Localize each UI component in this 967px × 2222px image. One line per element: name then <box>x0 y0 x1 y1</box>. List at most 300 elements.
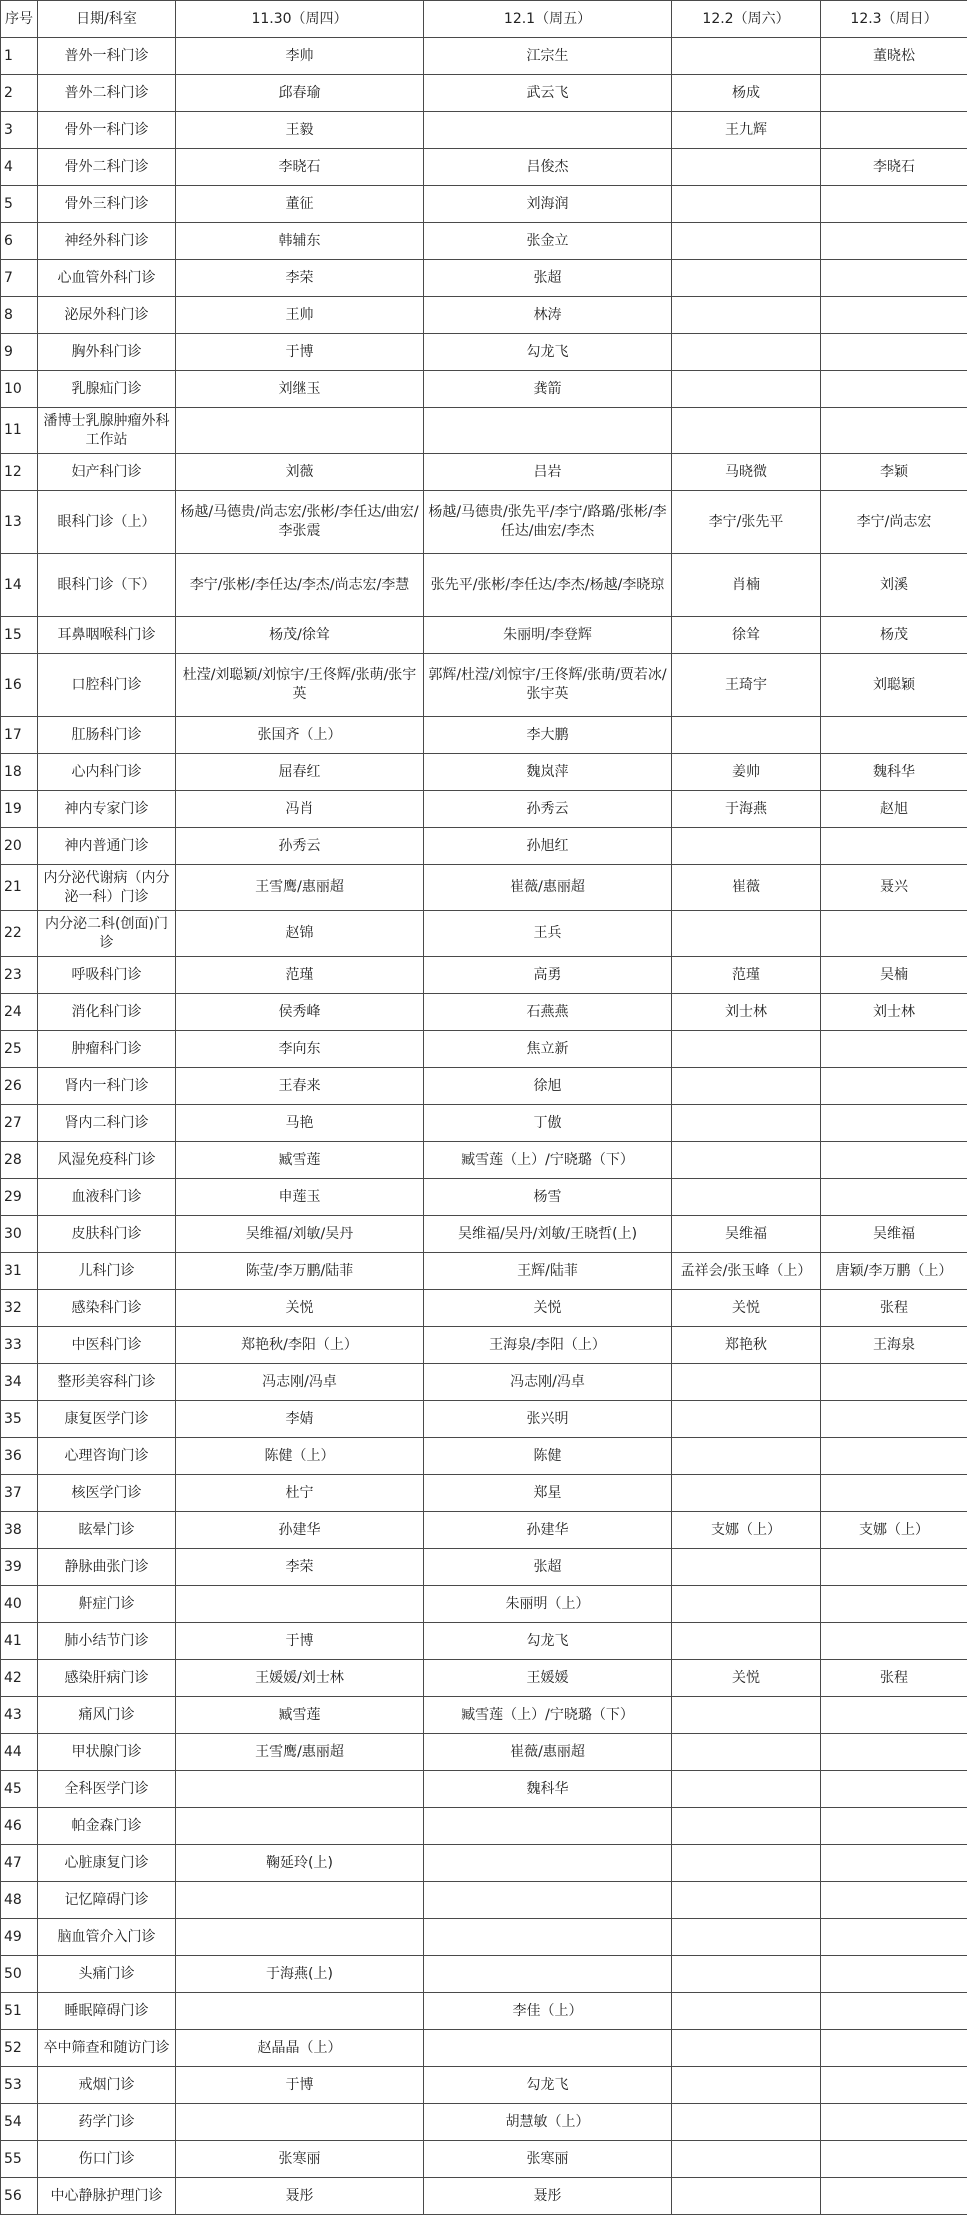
row-index: 21 <box>1 865 38 911</box>
doctor-cell <box>672 2104 821 2141</box>
header-dept: 日期/科室 <box>38 1 176 38</box>
row-index: 23 <box>1 957 38 994</box>
doctor-cell: 吴维福 <box>821 1216 967 1253</box>
doctor-cell <box>672 38 821 75</box>
doctor-cell: 李晓石 <box>176 149 424 186</box>
doctor-cell <box>821 1734 967 1771</box>
doctor-cell <box>821 1401 967 1438</box>
department-cell: 呼吸科门诊 <box>38 957 176 994</box>
table-row <box>1 1512 967 1549</box>
table-row <box>1 2178 967 2215</box>
table-row <box>1 957 967 994</box>
table-row <box>1 1993 967 2030</box>
table-row <box>1 754 967 791</box>
row-index: 14 <box>1 554 38 617</box>
doctor-cell <box>176 408 424 454</box>
doctor-cell: 范瑾 <box>672 957 821 994</box>
doctor-cell <box>821 1771 967 1808</box>
department-cell: 神经外科门诊 <box>38 223 176 260</box>
department-cell: 头痛门诊 <box>38 1956 176 1993</box>
doctor-cell: 孟祥会/张玉峰（上） <box>672 1253 821 1290</box>
department-cell: 药学门诊 <box>38 2104 176 2141</box>
row-index: 10 <box>1 371 38 408</box>
department-cell: 儿科门诊 <box>38 1253 176 1290</box>
doctor-cell: 张先平/张彬/李任达/李杰/杨越/李晓琼 <box>424 554 672 617</box>
doctor-cell: 李晓石 <box>821 149 967 186</box>
table-row <box>1 1771 967 1808</box>
table-row <box>1 1919 967 1956</box>
row-index: 20 <box>1 828 38 865</box>
doctor-cell: 张超 <box>424 1549 672 1586</box>
doctor-cell: 赵晶晶（上） <box>176 2030 424 2067</box>
row-index: 4 <box>1 149 38 186</box>
doctor-cell <box>821 1882 967 1919</box>
row-index: 18 <box>1 754 38 791</box>
department-cell: 全科医学门诊 <box>38 1771 176 1808</box>
doctor-cell: 崔薇 <box>672 865 821 911</box>
doctor-cell <box>821 1179 967 1216</box>
doctor-cell <box>672 1734 821 1771</box>
doctor-cell: 杜宁 <box>176 1475 424 1512</box>
doctor-cell <box>821 1475 967 1512</box>
doctor-cell: 杨茂/徐耸 <box>176 617 424 654</box>
doctor-cell: 刘聪颖 <box>821 654 967 717</box>
doctor-cell <box>672 1179 821 1216</box>
doctor-cell <box>672 828 821 865</box>
doctor-cell: 王辉/陆菲 <box>424 1253 672 1290</box>
department-cell: 记忆障碍门诊 <box>38 1882 176 1919</box>
doctor-cell <box>672 1623 821 1660</box>
doctor-cell: 王九辉 <box>672 112 821 149</box>
doctor-cell <box>821 112 967 149</box>
department-cell: 肾内二科门诊 <box>38 1105 176 1142</box>
table-row <box>1 654 967 717</box>
doctor-cell: 于海燕 <box>672 791 821 828</box>
doctor-cell: 徐旭 <box>424 1068 672 1105</box>
table-row <box>1 1956 967 1993</box>
doctor-cell <box>672 1882 821 1919</box>
table-row <box>1 1290 967 1327</box>
doctor-cell <box>176 1586 424 1623</box>
table-row <box>1 1068 967 1105</box>
doctor-cell <box>672 1105 821 1142</box>
department-cell: 耳鼻咽喉科门诊 <box>38 617 176 654</box>
table-row <box>1 2141 967 2178</box>
doctor-cell <box>672 1697 821 1734</box>
doctor-cell <box>672 1549 821 1586</box>
doctor-cell <box>672 334 821 371</box>
doctor-cell <box>672 1475 821 1512</box>
table-row <box>1 1438 967 1475</box>
row-index: 33 <box>1 1327 38 1364</box>
doctor-cell: 李佳（上） <box>424 1993 672 2030</box>
department-cell: 妇产科门诊 <box>38 454 176 491</box>
department-cell: 睡眠障碍门诊 <box>38 1993 176 2030</box>
doctor-cell: 董晓松 <box>821 38 967 75</box>
doctor-cell: 陈莹/李万鹏/陆菲 <box>176 1253 424 1290</box>
doctor-cell: 郭辉/杜滢/刘惊宇/王佟辉/张萌/贾若冰/张宇英 <box>424 654 672 717</box>
doctor-cell: 孙建华 <box>424 1512 672 1549</box>
doctor-cell <box>821 1031 967 1068</box>
row-index: 50 <box>1 1956 38 1993</box>
doctor-cell <box>424 1882 672 1919</box>
table-row <box>1 491 967 554</box>
doctor-cell: 陈健（上） <box>176 1438 424 1475</box>
table-row <box>1 717 967 754</box>
doctor-cell: 李宁/张彬/李任达/李杰/尚志宏/李慧 <box>176 554 424 617</box>
doctor-cell <box>821 1919 967 1956</box>
doctor-cell <box>821 1364 967 1401</box>
doctor-cell <box>672 1771 821 1808</box>
doctor-cell: 王海泉 <box>821 1327 967 1364</box>
table-row <box>1 2067 967 2104</box>
doctor-cell <box>424 112 672 149</box>
doctor-cell: 邱春瑜 <box>176 75 424 112</box>
doctor-cell: 徐耸 <box>672 617 821 654</box>
doctor-cell <box>821 1845 967 1882</box>
department-cell: 帕金森门诊 <box>38 1808 176 1845</box>
doctor-cell: 刘士林 <box>821 994 967 1031</box>
doctor-cell <box>821 75 967 112</box>
row-index: 8 <box>1 297 38 334</box>
doctor-cell: 马晓微 <box>672 454 821 491</box>
doctor-cell: 魏科华 <box>424 1771 672 1808</box>
row-index: 53 <box>1 2067 38 2104</box>
table-row <box>1 1031 967 1068</box>
department-cell: 泌尿外科门诊 <box>38 297 176 334</box>
table-row <box>1 1623 967 1660</box>
doctor-cell <box>672 1586 821 1623</box>
doctor-cell <box>821 1586 967 1623</box>
department-cell: 康复医学门诊 <box>38 1401 176 1438</box>
row-index: 38 <box>1 1512 38 1549</box>
doctor-cell: 杨越/马德贵/张先平/李宁/路璐/张彬/李任达/曲宏/李杰 <box>424 491 672 554</box>
doctor-cell: 王兵 <box>424 911 672 957</box>
doctor-cell: 关悦 <box>176 1290 424 1327</box>
row-index: 32 <box>1 1290 38 1327</box>
doctor-cell: 吴维福/吴丹/刘敏/王晓哲(上) <box>424 1216 672 1253</box>
doctor-cell: 关悦 <box>672 1290 821 1327</box>
doctor-cell: 陈健 <box>424 1438 672 1475</box>
table-row <box>1 554 967 617</box>
row-index: 15 <box>1 617 38 654</box>
table-row <box>1 334 967 371</box>
doctor-cell <box>424 1845 672 1882</box>
doctor-cell: 郑星 <box>424 1475 672 1512</box>
doctor-cell: 王雪鹰/惠丽超 <box>176 865 424 911</box>
department-cell: 乳腺疝门诊 <box>38 371 176 408</box>
doctor-cell <box>176 1882 424 1919</box>
doctor-cell <box>424 1808 672 1845</box>
doctor-cell <box>672 371 821 408</box>
department-cell: 肺小结节门诊 <box>38 1623 176 1660</box>
table-row <box>1 994 967 1031</box>
table-row <box>1 149 967 186</box>
row-index: 5 <box>1 186 38 223</box>
department-cell: 心内科门诊 <box>38 754 176 791</box>
table-row <box>1 1475 967 1512</box>
doctor-cell <box>821 260 967 297</box>
table-row <box>1 2104 967 2141</box>
department-cell: 鼾症门诊 <box>38 1586 176 1623</box>
row-index: 26 <box>1 1068 38 1105</box>
doctor-cell <box>424 1956 672 1993</box>
table-row <box>1 1549 967 1586</box>
doctor-cell: 吴维福/刘敏/吴丹 <box>176 1216 424 1253</box>
doctor-cell: 李大鹏 <box>424 717 672 754</box>
doctor-cell: 王媛媛/刘士林 <box>176 1660 424 1697</box>
header-date-2: 12.1（周五） <box>424 1 672 38</box>
doctor-cell: 高勇 <box>424 957 672 994</box>
doctor-cell: 董征 <box>176 186 424 223</box>
doctor-cell <box>821 297 967 334</box>
doctor-cell: 于博 <box>176 2067 424 2104</box>
row-index: 44 <box>1 1734 38 1771</box>
doctor-cell: 刘士林 <box>672 994 821 1031</box>
row-index: 30 <box>1 1216 38 1253</box>
doctor-cell <box>176 1993 424 2030</box>
doctor-cell: 孙旭红 <box>424 828 672 865</box>
row-index: 2 <box>1 75 38 112</box>
department-cell: 戒烟门诊 <box>38 2067 176 2104</box>
row-index: 49 <box>1 1919 38 1956</box>
department-cell: 感染肝病门诊 <box>38 1660 176 1697</box>
department-cell: 内分泌代谢病（内分泌一科）门诊 <box>38 865 176 911</box>
doctor-cell <box>821 1623 967 1660</box>
row-index: 48 <box>1 1882 38 1919</box>
doctor-cell: 焦立新 <box>424 1031 672 1068</box>
doctor-cell <box>176 2104 424 2141</box>
doctor-cell: 马艳 <box>176 1105 424 1142</box>
row-index: 51 <box>1 1993 38 2030</box>
doctor-cell: 关悦 <box>672 1660 821 1697</box>
doctor-cell <box>672 1993 821 2030</box>
doctor-cell <box>672 1401 821 1438</box>
table-row <box>1 1105 967 1142</box>
doctor-cell: 孙秀云 <box>424 791 672 828</box>
doctor-cell: 申莲玉 <box>176 1179 424 1216</box>
doctor-cell: 李荣 <box>176 260 424 297</box>
doctor-cell <box>176 1808 424 1845</box>
doctor-cell: 王春来 <box>176 1068 424 1105</box>
row-index: 56 <box>1 2178 38 2215</box>
table-row <box>1 75 967 112</box>
table-row <box>1 371 967 408</box>
row-index: 31 <box>1 1253 38 1290</box>
doctor-cell: 勾龙飞 <box>424 2067 672 2104</box>
table-row <box>1 1586 967 1623</box>
doctor-cell: 吴维福 <box>672 1216 821 1253</box>
doctor-cell: 于博 <box>176 1623 424 1660</box>
table-row <box>1 617 967 654</box>
doctor-cell <box>821 717 967 754</box>
department-cell: 骨外二科门诊 <box>38 149 176 186</box>
doctor-cell: 勾龙飞 <box>424 1623 672 1660</box>
table-row <box>1 1364 967 1401</box>
row-index: 19 <box>1 791 38 828</box>
department-cell: 感染科门诊 <box>38 1290 176 1327</box>
doctor-cell: 侯秀峰 <box>176 994 424 1031</box>
doctor-cell: 冯志刚/冯卓 <box>176 1364 424 1401</box>
header-date-4: 12.3（周日） <box>821 1 967 38</box>
row-index: 43 <box>1 1697 38 1734</box>
row-index: 11 <box>1 408 38 454</box>
table-row <box>1 408 967 454</box>
table-row <box>1 1845 967 1882</box>
department-cell: 静脉曲张门诊 <box>38 1549 176 1586</box>
table-row <box>1 1327 967 1364</box>
row-index: 24 <box>1 994 38 1031</box>
department-cell: 眼科门诊（上） <box>38 491 176 554</box>
header-date-3: 12.2（周六） <box>672 1 821 38</box>
row-index: 34 <box>1 1364 38 1401</box>
doctor-cell: 王帅 <box>176 297 424 334</box>
doctor-cell: 张程 <box>821 1660 967 1697</box>
doctor-cell: 赵旭 <box>821 791 967 828</box>
doctor-cell: 臧雪莲 <box>176 1142 424 1179</box>
department-cell: 肛肠科门诊 <box>38 717 176 754</box>
doctor-cell: 张兴明 <box>424 1401 672 1438</box>
department-cell: 普外一科门诊 <box>38 38 176 75</box>
table-row <box>1 911 967 957</box>
doctor-cell: 肖楠 <box>672 554 821 617</box>
doctor-cell: 朱丽明（上） <box>424 1586 672 1623</box>
table-row <box>1 865 967 911</box>
doctor-cell <box>176 1919 424 1956</box>
doctor-cell: 李宁/尚志宏 <box>821 491 967 554</box>
doctor-cell: 王媛媛 <box>424 1660 672 1697</box>
row-index: 17 <box>1 717 38 754</box>
doctor-cell: 刘继玉 <box>176 371 424 408</box>
doctor-cell: 韩辅东 <box>176 223 424 260</box>
department-cell: 中心静脉护理门诊 <box>38 2178 176 2215</box>
doctor-cell: 李帅 <box>176 38 424 75</box>
department-cell: 肾内一科门诊 <box>38 1068 176 1105</box>
doctor-cell: 赵锦 <box>176 911 424 957</box>
doctor-cell <box>424 2030 672 2067</box>
doctor-cell <box>672 1438 821 1475</box>
doctor-cell: 张程 <box>821 1290 967 1327</box>
table-row <box>1 828 967 865</box>
doctor-cell: 王海泉/李阳（上） <box>424 1327 672 1364</box>
department-cell: 血液科门诊 <box>38 1179 176 1216</box>
doctor-cell <box>672 1364 821 1401</box>
table-row <box>1 454 967 491</box>
department-cell: 心理咨询门诊 <box>38 1438 176 1475</box>
department-cell: 内分泌二科(创面)门诊 <box>38 911 176 957</box>
doctor-cell: 武云飞 <box>424 75 672 112</box>
department-cell: 核医学门诊 <box>38 1475 176 1512</box>
doctor-cell <box>672 297 821 334</box>
doctor-cell <box>672 1068 821 1105</box>
doctor-cell <box>424 1919 672 1956</box>
doctor-cell: 刘溪 <box>821 554 967 617</box>
doctor-cell: 王琦宇 <box>672 654 821 717</box>
doctor-cell: 王毅 <box>176 112 424 149</box>
header-row <box>1 1 967 38</box>
doctor-cell: 杨成 <box>672 75 821 112</box>
row-index: 37 <box>1 1475 38 1512</box>
table-row <box>1 260 967 297</box>
row-index: 7 <box>1 260 38 297</box>
doctor-cell <box>821 1956 967 1993</box>
doctor-cell <box>821 1068 967 1105</box>
doctor-cell <box>176 1771 424 1808</box>
doctor-cell: 范瑾 <box>176 957 424 994</box>
row-index: 40 <box>1 1586 38 1623</box>
doctor-cell: 冯肖 <box>176 791 424 828</box>
doctor-cell <box>672 223 821 260</box>
doctor-cell <box>672 1956 821 1993</box>
doctor-cell <box>821 1697 967 1734</box>
doctor-cell <box>821 1993 967 2030</box>
doctor-cell: 张寒丽 <box>424 2141 672 2178</box>
doctor-cell: 崔薇/惠丽超 <box>424 1734 672 1771</box>
doctor-cell <box>821 1808 967 1845</box>
table-row <box>1 1142 967 1179</box>
department-cell: 痛风门诊 <box>38 1697 176 1734</box>
doctor-cell: 张国齐（上） <box>176 717 424 754</box>
row-index: 29 <box>1 1179 38 1216</box>
department-cell: 口腔科门诊 <box>38 654 176 717</box>
doctor-cell <box>672 2030 821 2067</box>
doctor-cell <box>672 1919 821 1956</box>
doctor-cell: 于博 <box>176 334 424 371</box>
department-cell: 伤口门诊 <box>38 2141 176 2178</box>
doctor-cell <box>821 334 967 371</box>
doctor-cell: 张金立 <box>424 223 672 260</box>
doctor-cell: 臧雪莲 <box>176 1697 424 1734</box>
doctor-cell <box>672 149 821 186</box>
row-index: 47 <box>1 1845 38 1882</box>
row-index: 13 <box>1 491 38 554</box>
row-index: 39 <box>1 1549 38 1586</box>
department-cell: 骨外三科门诊 <box>38 186 176 223</box>
doctor-cell <box>821 2030 967 2067</box>
doctor-cell <box>672 1031 821 1068</box>
doctor-cell <box>821 1105 967 1142</box>
doctor-cell: 聂彤 <box>424 2178 672 2215</box>
table-row <box>1 1216 967 1253</box>
doctor-cell <box>821 371 967 408</box>
doctor-cell: 江宗生 <box>424 38 672 75</box>
department-cell: 普外二科门诊 <box>38 75 176 112</box>
doctor-cell: 吴楠 <box>821 957 967 994</box>
doctor-cell: 屈春红 <box>176 754 424 791</box>
department-cell: 神内专家门诊 <box>38 791 176 828</box>
doctor-cell: 王雪鹰/惠丽超 <box>176 1734 424 1771</box>
header-index: 序号 <box>1 1 38 38</box>
department-cell: 胸外科门诊 <box>38 334 176 371</box>
doctor-cell: 胡慧敏（上） <box>424 2104 672 2141</box>
doctor-cell <box>672 260 821 297</box>
doctor-cell <box>821 1438 967 1475</box>
doctor-cell: 聂彤 <box>176 2178 424 2215</box>
doctor-cell <box>424 408 672 454</box>
doctor-cell: 杨雪 <box>424 1179 672 1216</box>
doctor-cell: 鞠延玲(上) <box>176 1845 424 1882</box>
department-cell: 骨外一科门诊 <box>38 112 176 149</box>
doctor-cell <box>672 408 821 454</box>
doctor-cell: 吕俊杰 <box>424 149 672 186</box>
department-cell: 肿瘤科门诊 <box>38 1031 176 1068</box>
row-index: 16 <box>1 654 38 717</box>
table-row <box>1 186 967 223</box>
department-cell: 心血管外科门诊 <box>38 260 176 297</box>
doctor-cell: 魏岚萍 <box>424 754 672 791</box>
doctor-cell <box>672 2067 821 2104</box>
row-index: 36 <box>1 1438 38 1475</box>
